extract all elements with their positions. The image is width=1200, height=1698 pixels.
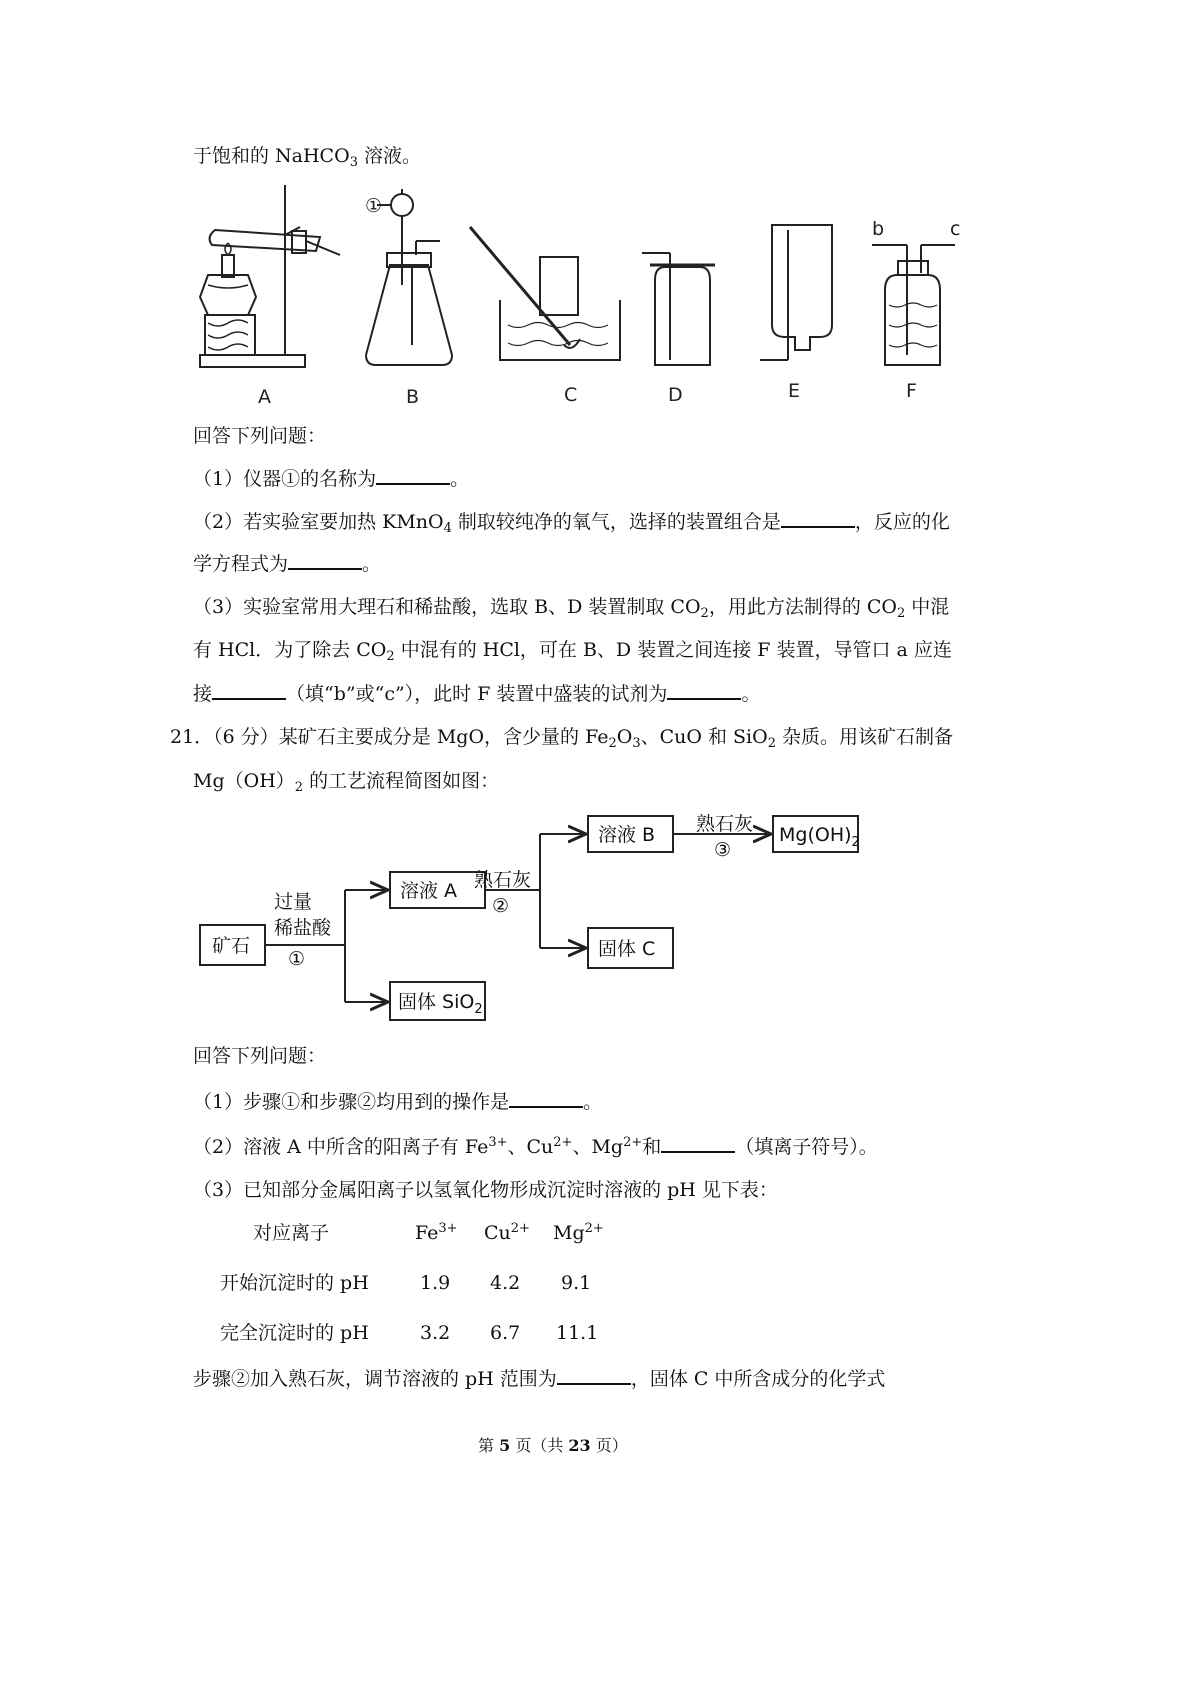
answer-blank[interactable] — [376, 465, 450, 485]
apparatus-c — [470, 227, 620, 360]
table-cell: 3.2 — [420, 1322, 451, 1344]
answer-blank[interactable] — [661, 1133, 735, 1153]
step1-reagent-line2: 稀盐酸 — [274, 917, 332, 939]
table-cell: 9.1 — [561, 1272, 592, 1294]
answer-prompt: 回答下列问题： — [193, 1045, 327, 1067]
table-cell: 11.1 — [556, 1322, 599, 1344]
label-c: C — [564, 384, 578, 406]
apparatus-f — [872, 245, 955, 365]
answer-blank[interactable] — [288, 550, 362, 570]
page-footer: 第 5 页（共 23 页） — [478, 1436, 628, 1455]
q20-item-3-line1: （3）实验室常用大理石和稀盐酸，选取 B、D 装置制取 $CO_2$，用此方法制得的 $CO_2$ 中混 — [193, 596, 950, 621]
label-f: F — [906, 380, 917, 402]
q21-item-2: （2）溶液 A 中所含的阳离子有 $Fe^{3+}$、$Cu^{2+}$、$Mg^{2+}$和 （填离子符号）。 — [193, 1135, 878, 1158]
product-label: $Mg(OH)_2$ — [779, 824, 860, 850]
solution-a-label: 溶液 A — [400, 880, 458, 902]
tube-label-b: b — [872, 218, 885, 240]
apparatus-a — [200, 185, 340, 367]
solid-c-label: 固体 C — [598, 938, 656, 960]
step1-number: ① — [288, 948, 306, 970]
answer-blank[interactable] — [557, 1365, 631, 1385]
tube-label-c: c — [950, 218, 961, 240]
label-e: E — [788, 380, 801, 402]
q21-item-1: （1）步骤①和步骤②均用到的操作是 。 — [193, 1088, 602, 1115]
q20-item-3-line3: 接 （填“b”或“c”），此时 F 装置中盛装的试剂为 。 — [193, 680, 760, 707]
q21-item-3: （3）已知部分金属阳离子以氢氧化物形成沉淀时溶液的 pH 见下表： — [193, 1179, 778, 1201]
step3-number: ③ — [714, 839, 732, 861]
label-d: D — [668, 384, 683, 406]
apparatus-d — [642, 253, 715, 365]
answer-blank[interactable] — [667, 680, 741, 700]
q20-item-1: （1）仪器①的名称为 。 — [193, 465, 469, 492]
table-header-ion: $Mg^{2+}$ — [553, 1221, 604, 1244]
answer-blank[interactable] — [509, 1088, 583, 1108]
table-row-label: 开始沉淀时的 pH — [220, 1272, 369, 1294]
label-b: B — [406, 386, 420, 408]
q20-item-2-line1: （2）若实验室要加热 KMnO$_4$ 制取较纯净的氧气，选择的装置组合是 ，反应的化 — [193, 508, 950, 535]
step3-reagent: 熟石灰 — [696, 813, 754, 835]
solid-sio2-label: 固体 SiO$_2$ — [398, 991, 483, 1017]
label-a: A — [258, 386, 271, 408]
apparatus-figure — [180, 175, 980, 415]
funnel-marker: ① — [365, 195, 383, 217]
q20-item-2-line2: 学方程式为 。 — [193, 550, 381, 577]
answer-blank[interactable] — [781, 508, 855, 528]
intro-line: 于饱和的 NaHCO$_3$ 溶液。 — [193, 145, 422, 170]
answer-blank[interactable] — [212, 680, 286, 700]
q20-item-3-line2: 有 HCl．为了除去 $CO_2$ 中混有的 HCl，可在 B、D 装置之间连接 F 装置，导管口 a 应连 — [193, 639, 952, 664]
table-header-ion: $Fe^{3+}$ — [415, 1221, 458, 1244]
table-row-label: 完全沉淀时的 pH — [220, 1322, 369, 1344]
table-cell: 1.9 — [420, 1272, 451, 1294]
q21-stem-line1: 21．（6 分）某矿石主要成分是 MgO，含少量的 $Fe_2O_3$、CuO 和 SiO$_2$ 杂质。用该矿石制备 — [170, 726, 954, 751]
apparatus-e — [760, 225, 832, 360]
table-header-label: 对应离子 — [253, 1222, 330, 1244]
table-cell: 6.7 — [490, 1322, 521, 1344]
ore-label: 矿石 — [212, 935, 251, 957]
step2-reagent: 熟石灰 — [474, 869, 532, 891]
process-flow-chart — [190, 810, 890, 1030]
q21-stem-line2: $Mg(OH)_2$ 的工艺流程简图如图： — [193, 770, 500, 795]
q21-item-3-followup: 步骤②加入熟石灰，调节溶液的 pH 范围为 ，固体 C 中所含成分的化学式 — [193, 1365, 885, 1392]
table-header-ion: $Cu^{2+}$ — [484, 1221, 530, 1244]
step2-number: ② — [492, 895, 510, 917]
solution-b-label: 溶液 B — [598, 824, 656, 846]
answer-prompt: 回答下列问题： — [193, 425, 327, 447]
table-cell: 4.2 — [490, 1272, 521, 1294]
step1-reagent-line1: 过量 — [274, 891, 313, 913]
